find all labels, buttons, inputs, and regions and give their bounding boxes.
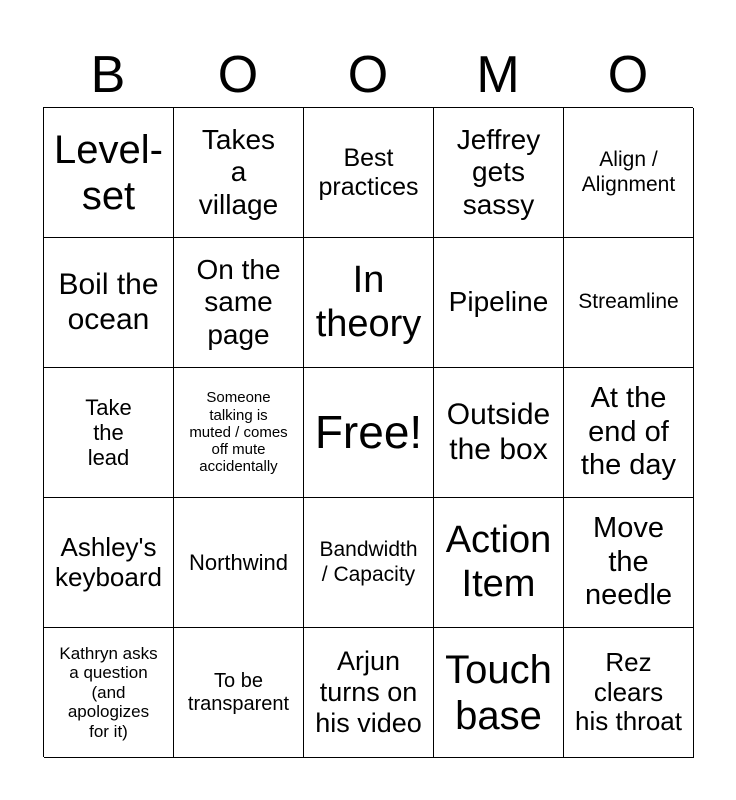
- bingo-cell[interactable]: Northwind: [174, 498, 304, 628]
- bingo-cell[interactable]: Take the lead: [44, 368, 174, 498]
- bingo-cell[interactable]: Touch base: [434, 628, 564, 758]
- bingo-cell[interactable]: Boil the ocean: [44, 238, 174, 368]
- bingo-cell[interactable]: Action Item: [434, 498, 564, 628]
- header-letter: B: [90, 46, 126, 104]
- header-letter: O: [217, 46, 259, 104]
- header-letter: M: [476, 46, 520, 104]
- bingo-cell[interactable]: Takes a village: [174, 108, 304, 238]
- bingo-cell[interactable]: Ashley's keyboard: [44, 498, 174, 628]
- bingo-cell[interactable]: Level- set: [44, 108, 174, 238]
- header-letter: O: [607, 46, 649, 104]
- bingo-cell[interactable]: To be transparent: [174, 628, 304, 758]
- bingo-cell[interactable]: Streamline: [564, 238, 694, 368]
- bingo-cell[interactable]: Rez clears his throat: [564, 628, 694, 758]
- bingo-cell[interactable]: Outside the box: [434, 368, 564, 498]
- bingo-cell[interactable]: On the same page: [174, 238, 304, 368]
- bingo-header: [43, 44, 693, 106]
- bingo-cell[interactable]: Align / Alignment: [564, 108, 694, 238]
- bingo-cell[interactable]: Arjun turns on his video: [304, 628, 434, 758]
- bingo-cell[interactable]: Someone talking is muted / comes off mute accidentally: [174, 368, 304, 498]
- free-space-cell[interactable]: Free!: [304, 368, 434, 498]
- bingo-cell[interactable]: Move the needle: [564, 498, 694, 628]
- bingo-cell[interactable]: At the end of the day: [564, 368, 694, 498]
- bingo-cell[interactable]: Kathryn asks a question (and apologizes for it): [44, 628, 174, 758]
- bingo-cell[interactable]: In theory: [304, 238, 434, 368]
- bingo-cell[interactable]: Jeffrey gets sassy: [434, 108, 564, 238]
- bingo-cell[interactable]: Best practices: [304, 108, 434, 238]
- bingo-cell[interactable]: Pipeline: [434, 238, 564, 368]
- bingo-cell[interactable]: Bandwidth / Capacity: [304, 498, 434, 628]
- header-letter: O: [347, 46, 389, 104]
- bingo-grid: [43, 107, 693, 757]
